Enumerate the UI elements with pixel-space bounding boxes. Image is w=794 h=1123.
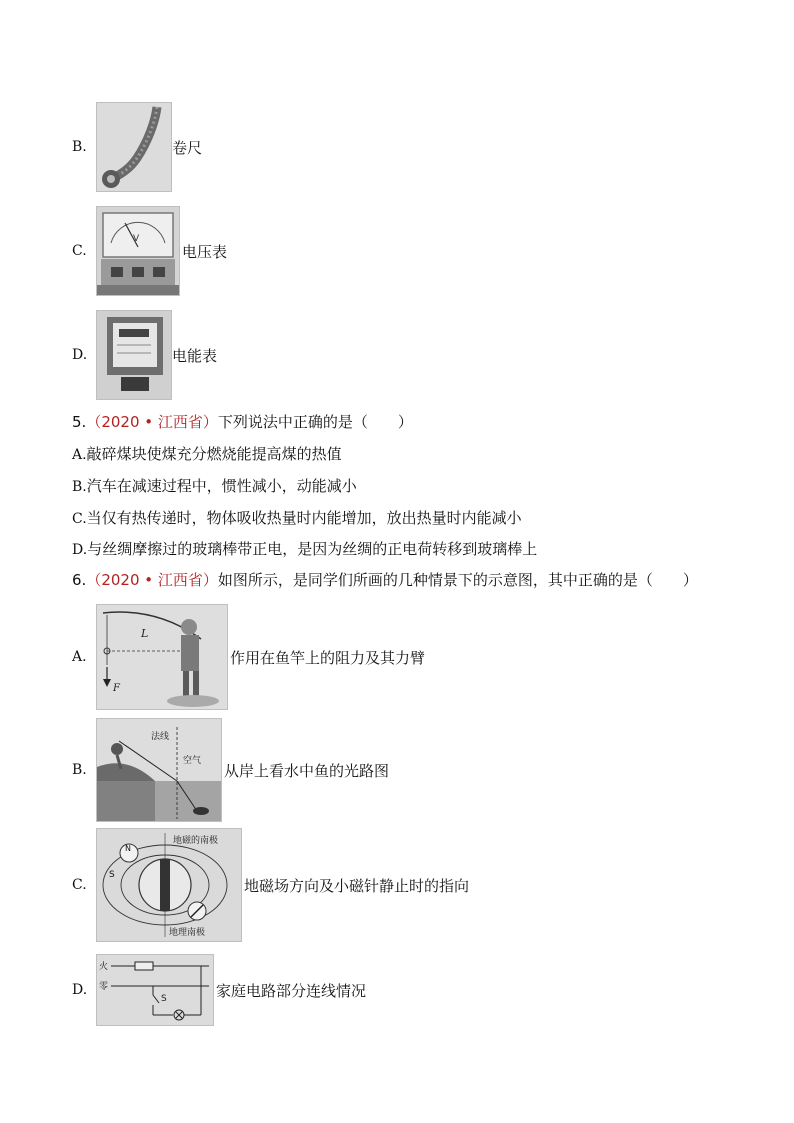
question-text: 下列说法中正确的是（ ） — [217, 413, 413, 431]
electric-meter-image — [96, 310, 172, 400]
option-letter: D. — [72, 982, 88, 998]
option-text: 电能表 — [172, 346, 218, 365]
option-letter: D. — [72, 347, 88, 363]
option-letter: D. — [72, 542, 88, 558]
tape-measure-image — [96, 102, 172, 192]
option-text: 敲碎煤块使煤充分燃烧能提高煤的热值 — [86, 445, 342, 463]
question-source: 2020 • 江西省 — [101, 413, 203, 431]
geographic-south-label: 地理南极 — [169, 928, 206, 938]
question-5-stem — [72, 411, 413, 432]
switch-label: S — [161, 994, 167, 1004]
question-6-stem — [72, 569, 698, 590]
neutral-wire-label: 零 — [99, 982, 109, 992]
source-open: （ — [86, 413, 102, 431]
source-close: ） — [202, 413, 218, 431]
option-letter: C. — [72, 511, 87, 527]
option-letter: A. — [72, 649, 87, 665]
live-wire-label: 火 — [99, 962, 109, 972]
option-letter: B. — [72, 762, 87, 778]
option-letter: C. — [72, 877, 87, 893]
option-letter: A. — [72, 447, 87, 463]
voltmeter-image — [96, 206, 180, 296]
voltmeter-unit: V — [133, 234, 140, 244]
air-label: 空气 — [183, 756, 202, 766]
q6-option-a — [72, 604, 425, 710]
source-close: ） — [202, 571, 218, 589]
option-letter: C. — [72, 243, 87, 259]
magnetic-south-label: 地磁的南极 — [173, 836, 219, 846]
option-text: 从岸上看水中鱼的光路图 — [224, 761, 390, 780]
option-letter: B. — [72, 139, 87, 155]
option-text: 地磁场方向及小磁针静止时的指向 — [244, 876, 470, 895]
question-number: 6. — [72, 571, 87, 589]
needle-s-label: S — [109, 870, 115, 880]
option-text: 作用在鱼竿上的阻力及其力臂 — [230, 648, 426, 667]
option-text: 卷尺 — [172, 138, 203, 157]
fishing-label-f: F — [113, 683, 120, 694]
q6-option-c — [72, 828, 469, 942]
question-number: 5. — [72, 413, 87, 431]
question-text: 如图所示，是同学们所画的几种情景下的示意图，其中正确的是（ ） — [217, 571, 698, 589]
option-text: 汽车在减速过程中，惯性减小，动能减小 — [86, 477, 357, 495]
option-letter: B. — [72, 479, 87, 495]
source-open: （ — [86, 571, 102, 589]
question-source: 2020 • 江西省 — [101, 571, 203, 589]
refraction-image — [96, 718, 222, 822]
fishing-rod-image — [96, 604, 228, 710]
q4-option-d — [72, 310, 217, 400]
q4-option-c — [72, 206, 227, 296]
question-5-option-d — [72, 538, 537, 559]
question-5-option-a — [72, 443, 342, 464]
option-text: 当仅有热传递时，物体吸收热量时内能增加，放出热量时内能减小 — [86, 509, 522, 527]
home-circuit-image — [96, 954, 214, 1026]
option-text: 家庭电路部分连线情况 — [216, 981, 367, 1000]
needle-n-label: N — [125, 844, 131, 853]
q4-option-b — [72, 102, 202, 192]
q6-option-d — [72, 954, 366, 1026]
geomagnetic-field-image — [96, 828, 242, 942]
question-5-option-b — [72, 475, 357, 496]
question-5-option-c — [72, 507, 522, 528]
fishing-label-l: L — [141, 627, 149, 640]
normal-line-label: 法线 — [151, 732, 170, 742]
option-text: 电压表 — [182, 242, 228, 261]
q6-option-b — [72, 718, 389, 822]
option-text: 与丝绸摩擦过的玻璃棒带正电，是因为丝绸的正电荷转移到玻璃棒上 — [87, 540, 538, 558]
